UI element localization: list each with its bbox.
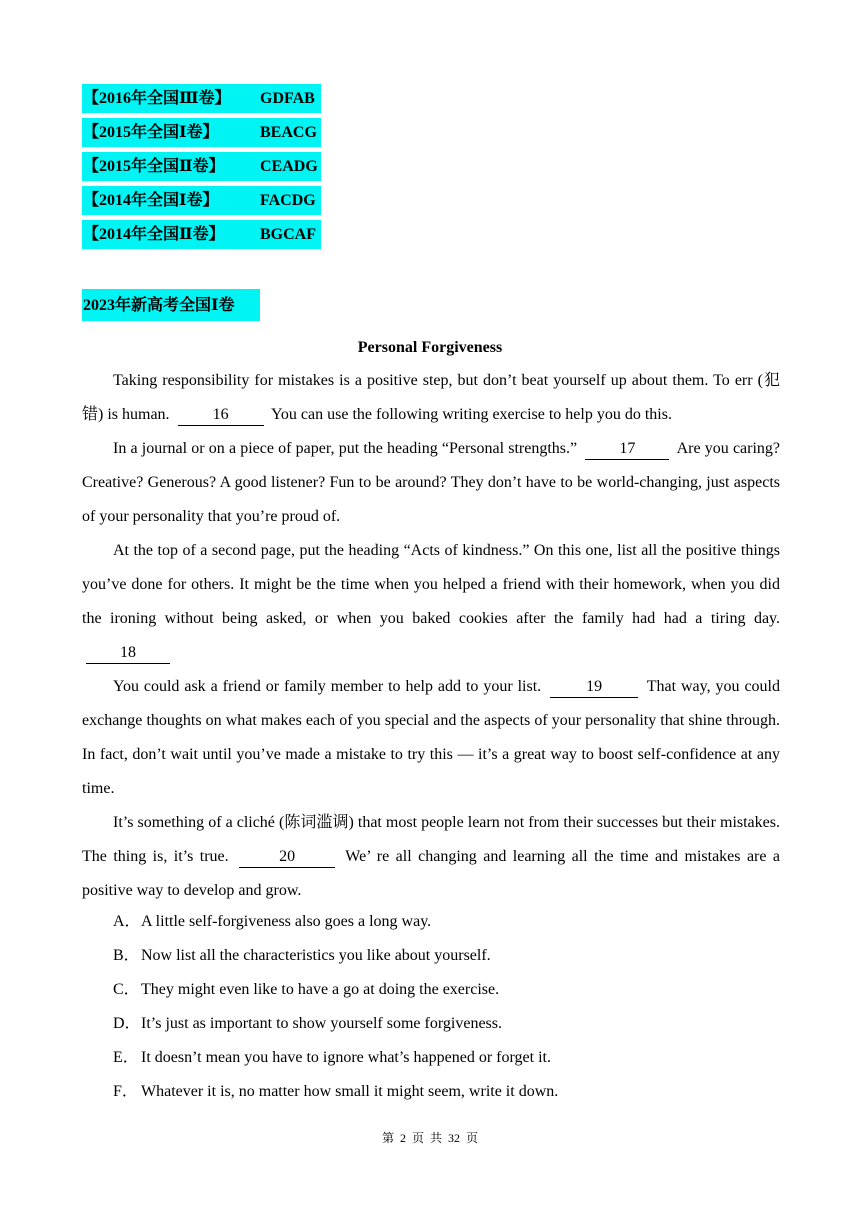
answer-key-row [82, 220, 321, 249]
option-d [113, 1007, 558, 1041]
blank-17: 17 [585, 439, 669, 460]
blank-16: 16 [178, 405, 264, 426]
paragraph-text: Are you caring? Creative? Generous? A good listener? Fun to be around? They don’t have to be world-changing, just aspects of your personality that you’re proud of. [82, 440, 781, 525]
paragraph-text: You can use the following writing exercise to help you do this. [270, 406, 672, 423]
paragraph-text: You could ask a friend or family member to help add to your list. [113, 678, 542, 695]
paragraph [82, 806, 780, 908]
option-c [113, 973, 558, 1007]
answer-key-row [82, 84, 321, 113]
answer-key-value: FACDG [260, 192, 316, 209]
answer-key-source: 【2014年全国Ⅱ卷】 [83, 226, 225, 243]
option-a [113, 905, 558, 939]
option-letter: E． [113, 1049, 139, 1066]
section-title: 2023年新高考全国Ⅰ卷 [82, 289, 260, 321]
paragraph-text: In a journal or on a piece of paper, put the heading “Personal strengths.” [113, 440, 578, 457]
option-text: It’s just as important to show yourself some forgiveness. [141, 1015, 502, 1032]
paragraph-text: Taking responsibility for mistakes is a positive step, but don’t beat yourself up about them. To err (犯错) is human. [82, 372, 781, 423]
answer-key-source: 【2014年全国Ⅰ卷】 [83, 192, 219, 209]
answer-key-value: GDFAB [260, 90, 315, 107]
option-letter: A． [113, 913, 141, 930]
option-e [113, 1041, 558, 1075]
paragraph-text: We’ re all changing and learning all the time and mistakes are a positive way to develop and grow. [82, 848, 781, 899]
option-letter: B． [113, 947, 140, 964]
answer-key-list [82, 84, 321, 254]
blank-20: 20 [239, 847, 335, 868]
page-footer: 第 2 页 共 32 页 [381, 1131, 478, 1145]
passage-body [82, 364, 780, 908]
option-letter: F． [113, 1083, 138, 1100]
option-b [113, 939, 558, 973]
answer-key-value: BEACG [260, 124, 317, 141]
option-letter: C． [113, 981, 140, 998]
blank-18: 18 [86, 643, 170, 664]
paragraph [82, 432, 780, 534]
answer-options [113, 905, 558, 1109]
option-text: It doesn’t mean you have to ignore what’s happened or forget it. [141, 1049, 551, 1066]
option-f [113, 1075, 558, 1109]
option-text: They might even like to have a go at doing the exercise. [141, 981, 500, 998]
answer-key-row [82, 186, 321, 215]
blank-19: 19 [550, 677, 638, 698]
option-text: Now list all the characteristics you like about yourself. [141, 947, 491, 964]
paragraph-text: It’s something of a cliché (陈词滥调) that most people learn not from their successes but their mistakes. The thing is, it’s true. [82, 814, 780, 865]
answer-key-source: 【2015年全国Ⅰ卷】 [83, 124, 219, 141]
option-text: Whatever it is, no matter how small it might seem, write it down. [141, 1083, 559, 1100]
option-letter: D． [113, 1015, 141, 1032]
option-text: A little self-forgiveness also goes a long way. [141, 913, 432, 930]
answer-key-row [82, 152, 321, 181]
answer-key-source: 【2015年全国Ⅱ卷】 [83, 158, 225, 175]
paragraph [82, 364, 780, 432]
answer-key-row [82, 118, 321, 147]
paragraph [82, 670, 780, 806]
answer-key-source: 【2016年全国Ⅲ卷】 [83, 90, 231, 107]
passage-title: Personal Forgiveness [357, 339, 503, 356]
paragraph-text: At the top of a second page, put the heading “Acts of kindness.” On this one, list all the positive things you’ve done for others. It might be the time when you helped a friend with their homework, when you did the ironing without being asked, or when you baked cookies after the family had had a tiring day. [82, 542, 780, 627]
paragraph [82, 534, 780, 670]
answer-key-value: BGCAF [260, 226, 316, 243]
paragraph-text: That way, you could exchange thoughts on what makes each of you special and the aspects of your personality that shine through. In fact, don’t wait until you’ve made a mistake to try this — it’s a great way to boost self-confidence at any time. [82, 678, 781, 797]
answer-key-value: CEADG [260, 158, 318, 175]
